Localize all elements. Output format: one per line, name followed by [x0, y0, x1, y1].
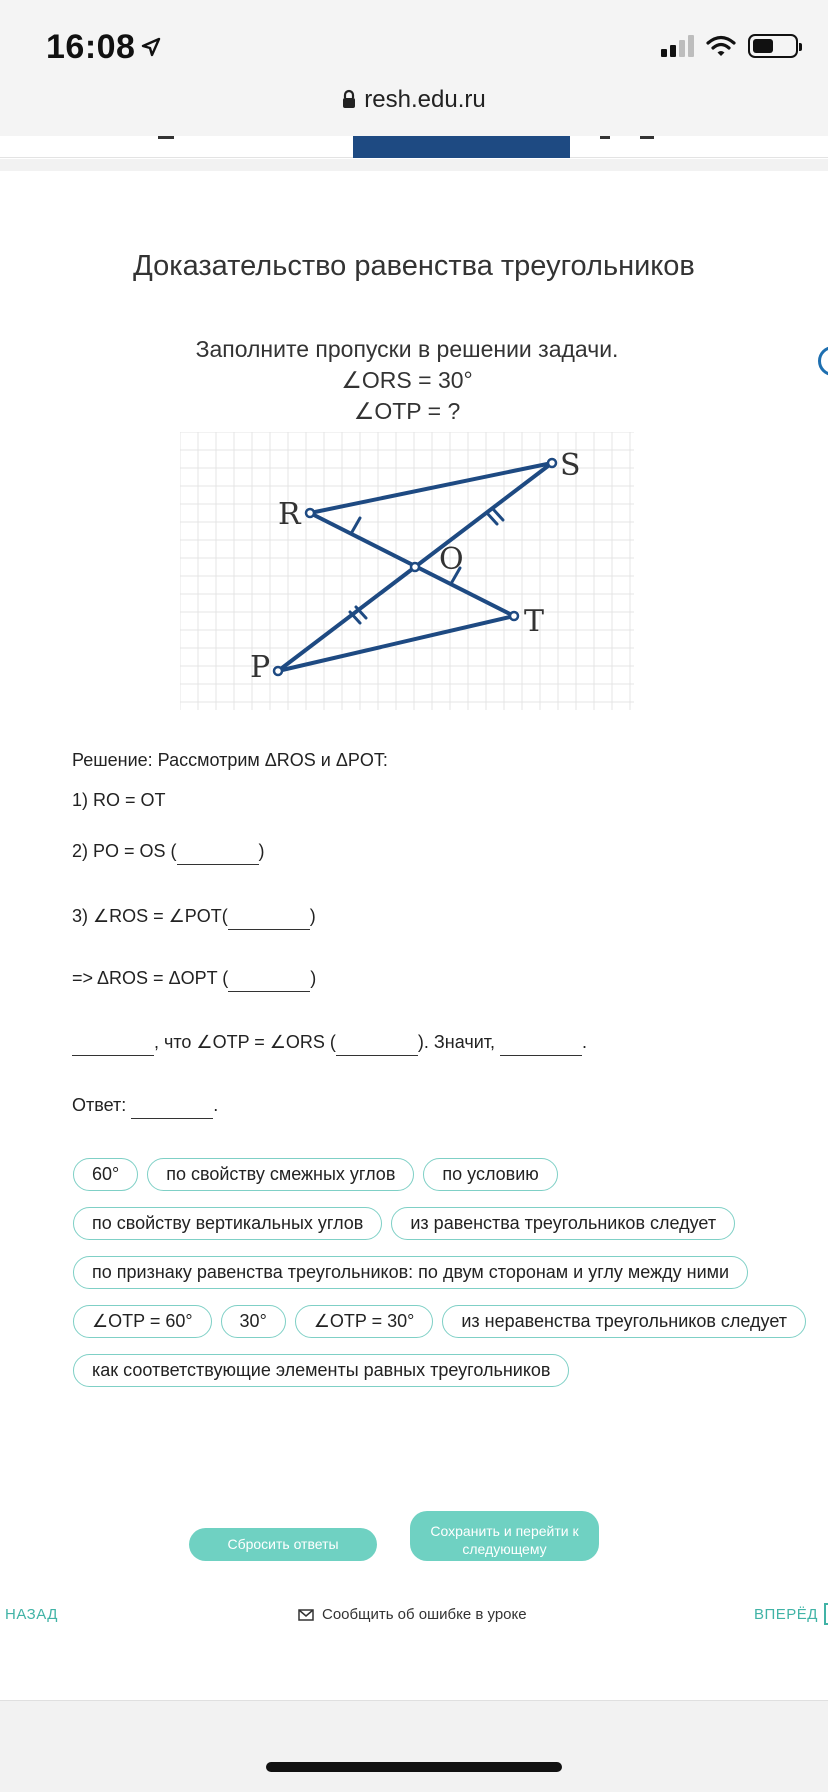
- options-row: [73, 1158, 813, 1191]
- url-text: resh.edu.ru: [364, 86, 486, 113]
- geometry-figure: [180, 432, 634, 710]
- nav-fragment: [600, 136, 610, 139]
- report-error-link[interactable]: [298, 1606, 527, 1623]
- wifi-icon: [706, 35, 736, 57]
- location-arrow-icon: [140, 36, 162, 58]
- back-link[interactable]: НАЗАД: [5, 1606, 58, 1623]
- option-chip[interactable]: по свойству смежных углов: [147, 1158, 414, 1191]
- point-R: [306, 509, 314, 517]
- answer-options: [73, 1158, 813, 1403]
- option-chip[interactable]: из равенства треугольников следует: [391, 1207, 735, 1240]
- solution-step-5: [72, 1030, 587, 1056]
- lesson-title: Доказательство равенства треугольников: [133, 250, 695, 282]
- bottom-band: [0, 1700, 828, 1792]
- answer-blank-5[interactable]: [336, 1030, 418, 1056]
- task-statement: [0, 334, 814, 427]
- step-3-close: ): [309, 906, 316, 926]
- task-question: ∠OTP = ?: [353, 398, 461, 424]
- label-P: P: [250, 650, 271, 685]
- save-and-next-button[interactable]: Сохранить и перейти к следующему: [410, 1511, 599, 1561]
- solution-intro: Решение: Рассмотрим ΔROS и ΔPOT:: [72, 750, 388, 770]
- answer-blank-1[interactable]: [177, 839, 259, 865]
- solution-answer: [72, 1093, 218, 1119]
- task-given: ∠ORS = 30°: [341, 367, 473, 393]
- step-3-text: 3) ∠ROS = ∠POT(: [72, 906, 228, 926]
- point-T: [510, 612, 518, 620]
- battery-icon: [748, 34, 798, 58]
- segment-RS: [310, 463, 552, 513]
- option-chip[interactable]: ∠OTP = 30°: [295, 1305, 434, 1338]
- answer-end: .: [213, 1095, 219, 1115]
- option-chip[interactable]: из неравенства треугольников следует: [442, 1305, 806, 1338]
- solution-step-3: [72, 904, 316, 930]
- option-chip[interactable]: по условию: [423, 1158, 557, 1191]
- report-error-label: Сообщить об ошибке в уроке: [322, 1606, 527, 1623]
- option-chip[interactable]: 30°: [221, 1305, 286, 1338]
- step-5-text-1: , что ∠OTP = ∠ORS (: [154, 1032, 336, 1052]
- options-row: [73, 1256, 813, 1289]
- next-link[interactable]: ВПЕРЁД: [754, 1606, 818, 1623]
- label-R: R: [278, 497, 301, 532]
- step-4-close: ): [310, 968, 317, 988]
- nav-fragment: [158, 136, 174, 139]
- home-indicator[interactable]: [266, 1762, 562, 1772]
- solution-step-4: [72, 966, 316, 992]
- divider-band: [0, 159, 828, 171]
- answer-blank-3[interactable]: [228, 966, 310, 992]
- answer-blank-2[interactable]: [228, 904, 310, 930]
- option-chip[interactable]: как соответствующие элементы равных треугольников: [73, 1354, 569, 1387]
- step-5-end: .: [582, 1032, 588, 1052]
- options-row: [73, 1207, 813, 1240]
- next-arrow-icon[interactable]: [824, 1603, 828, 1625]
- label-T: T: [524, 604, 545, 639]
- options-row: [73, 1354, 813, 1387]
- solution-step-1: 1) RO = OT: [72, 790, 166, 810]
- site-nav-strip: [0, 136, 828, 158]
- side-widget-icon[interactable]: [818, 346, 828, 376]
- option-chip[interactable]: ∠OTP = 60°: [73, 1305, 212, 1338]
- task-instruction: Заполните пропуски в решении задачи.: [195, 336, 619, 362]
- active-nav-tab[interactable]: [353, 136, 570, 158]
- status-time: 16:08: [46, 28, 136, 66]
- status-icons: [661, 34, 798, 58]
- mail-icon: [298, 1609, 314, 1621]
- step-5-text-2: ). Значит,: [417, 1032, 496, 1052]
- answer-label: Ответ:: [72, 1095, 127, 1115]
- point-P: [274, 667, 282, 675]
- point-O: [411, 563, 419, 571]
- tick-OS-2: [493, 509, 503, 520]
- browser-top-bar: [0, 0, 828, 136]
- label-S: S: [560, 448, 581, 483]
- nav-fragment: [640, 136, 654, 139]
- lock-icon: [342, 89, 356, 109]
- option-chip[interactable]: по свойству вертикальных углов: [73, 1207, 382, 1240]
- step-2-close: ): [258, 841, 265, 861]
- answer-blank-4[interactable]: [72, 1030, 154, 1056]
- option-chip[interactable]: 60°: [73, 1158, 138, 1191]
- solution-step-2: [72, 839, 265, 865]
- option-chip[interactable]: по признаку равенства треугольников: по двум сторонам и углу между ними: [73, 1256, 748, 1289]
- options-row: [73, 1305, 813, 1338]
- tick-RO: [352, 518, 360, 532]
- point-S: [548, 459, 556, 467]
- step-4-text: => ΔROS = ΔOPT (: [72, 968, 229, 988]
- answer-blank-6[interactable]: [500, 1030, 582, 1056]
- address-bar[interactable]: [0, 86, 828, 114]
- cell-signal-icon: [661, 35, 694, 57]
- label-O: O: [439, 542, 464, 577]
- reset-answers-button[interactable]: Сбросить ответы: [189, 1528, 377, 1561]
- answer-blank-7[interactable]: [131, 1093, 213, 1119]
- step-2-text: 2) PO = OS (: [72, 841, 177, 861]
